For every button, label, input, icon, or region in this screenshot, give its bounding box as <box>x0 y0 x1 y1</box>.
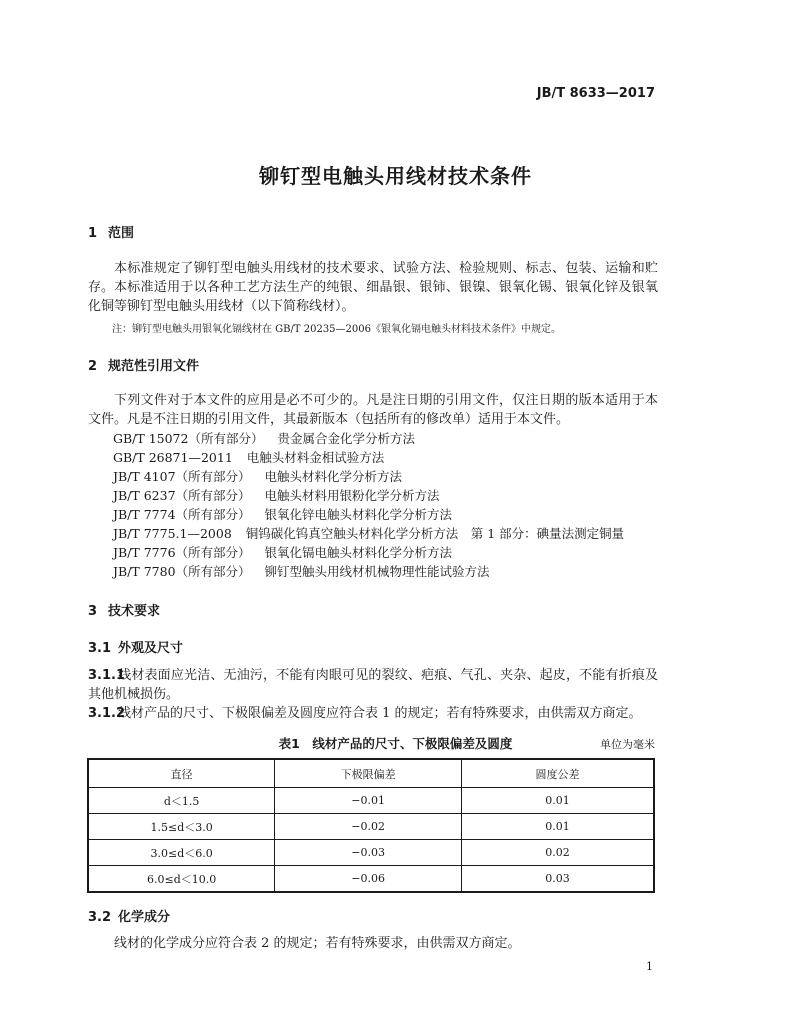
clause-text: 线材产品的尺寸、下极限偏差及圆度应符合表 1 的规定；若有特殊要求，由供需双方商定。 <box>118 706 642 721</box>
subsection-3-2-heading <box>88 906 170 925</box>
column-header: 圆度公差 <box>462 759 654 788</box>
reference-item <box>113 505 452 523</box>
paragraph: 下列文件对于本文件的应用是必不可少的。凡是注日期的引用文件，仅注日期的版本适用于本文件。凡是不注日期的引用文件，其最新版本（包括所有的修改单）适用于本文件。 <box>88 393 658 427</box>
clause-3-1-1 <box>88 666 658 704</box>
standard-number: JB/T 8633—2017 <box>536 86 655 101</box>
section-title: 规范性引用文件 <box>108 359 200 374</box>
table-cell: 1.5≤d＜3.0 <box>88 814 275 840</box>
section-3-heading <box>88 600 160 619</box>
note: 注：铆钉型电触头用银氧化镉线材在 GB/T 20235—2006《银氧化镉电触头材料技术条件》中规定。 <box>112 324 561 335</box>
clause-number: 3.1.1 <box>88 668 126 683</box>
table-unit: 单位为毫米 <box>600 738 655 751</box>
table-cell: 0.03 <box>462 866 654 893</box>
table-cell: 0.02 <box>462 840 654 866</box>
table-row <box>88 788 654 814</box>
reference-code: JB/T 7775.1—2008 <box>113 526 232 541</box>
reference-title: 电触头材料金相试验方法 <box>246 450 385 465</box>
table-cell: −0.01 <box>275 788 462 814</box>
table-row <box>88 866 654 893</box>
subsection-3-1-heading <box>88 637 183 656</box>
reference-code: JB/T 6237（所有部分） <box>113 488 251 503</box>
reference-title: 电触头材料化学分析方法 <box>264 469 403 484</box>
reference-item <box>113 524 624 542</box>
reference-title: 银氧化锌电触头材料化学分析方法 <box>264 507 453 522</box>
reference-title: 铜钨碳化钨真空触头材料化学分析方法 第 1 部分：碘量法测定铜量 <box>245 526 625 541</box>
section-title: 范围 <box>108 226 135 241</box>
reference-code: JB/T 7780（所有部分） <box>113 564 251 579</box>
reference-item <box>113 543 452 561</box>
reference-title: 银氧化镉电触头材料化学分析方法 <box>264 545 453 560</box>
clause-3-1-2 <box>88 704 658 723</box>
reference-title: 电触头材料用银粉化学分析方法 <box>264 488 440 503</box>
spec-table <box>87 758 655 893</box>
reference-item <box>113 448 384 466</box>
reference-title: 铆钉型触头用线材机械物理性能试验方法 <box>264 564 490 579</box>
reference-item <box>113 562 490 580</box>
table-row <box>88 840 654 866</box>
subsection-title: 外观及尺寸 <box>118 641 184 656</box>
reference-code: JB/T 4107（所有部分） <box>113 469 251 484</box>
reference-item <box>113 486 440 504</box>
table-cell: −0.02 <box>275 814 462 840</box>
section-1-heading <box>88 222 134 241</box>
clause-number: 3.1.2 <box>88 706 126 721</box>
table-cell: 3.0≤d＜6.0 <box>88 840 275 866</box>
table-cell: −0.06 <box>275 866 462 893</box>
reference-title: 贵金属合金化学分析方法 <box>277 431 415 446</box>
clause-text: 线材表面应光洁、无油污，不能有肉眼可见的裂纹、疤痕、气孔、夹杂、起皮，不能有折痕及其他机械损伤。 <box>88 668 658 702</box>
subsection-number: 3.2 <box>88 910 112 925</box>
section-number: 1 <box>88 226 98 241</box>
table-body <box>88 788 654 893</box>
reference-code: JB/T 7776（所有部分） <box>113 545 251 560</box>
paragraph: 本标准适用于以各种工艺方法生产的纯银、细晶银、银铈、银镍、银氧化锡、银氧化锌及银氧化铜等铆钉型电触头用线材（以下简称线材）。 <box>88 280 658 314</box>
table-title: 表1 线材产品的尺寸、下极限偏差及圆度 <box>278 736 513 751</box>
table-cell: 6.0≤d＜10.0 <box>88 866 275 893</box>
section-number: 3 <box>88 604 98 619</box>
subsection-title: 化学成分 <box>118 910 171 925</box>
table-row <box>88 814 654 840</box>
reference-code: GB/T 26871—2011 <box>113 450 233 465</box>
page-number: 1 <box>646 960 653 973</box>
section-number: 2 <box>88 359 98 374</box>
table-cell: 0.01 <box>462 788 654 814</box>
column-header: 直径 <box>88 759 275 788</box>
table-cell: 0.01 <box>462 814 654 840</box>
reference-item <box>113 467 402 485</box>
subsection-number: 3.1 <box>88 641 112 656</box>
paragraph: 本标准规定了铆钉型电触头用线材的技术要求、试验方法、检验规则、标志、包装、运输和贮存。 <box>88 261 658 295</box>
reference-item <box>113 429 415 447</box>
table-cell: −0.03 <box>275 840 462 866</box>
section-2-heading <box>88 355 199 374</box>
table-header-row <box>88 759 654 788</box>
reference-code: GB/T 15072（所有部分） <box>113 431 264 446</box>
column-header: 下极限偏差 <box>275 759 462 788</box>
reference-code: JB/T 7774（所有部分） <box>113 507 251 522</box>
document-title: 铆钉型电触头用线材技术条件 <box>259 164 532 188</box>
paragraph: 线材的化学成分应符合表 2 的规定；若有特殊要求，由供需双方商定。 <box>114 936 521 951</box>
section-title: 技术要求 <box>108 604 161 619</box>
table-cell: d＜1.5 <box>88 788 275 814</box>
